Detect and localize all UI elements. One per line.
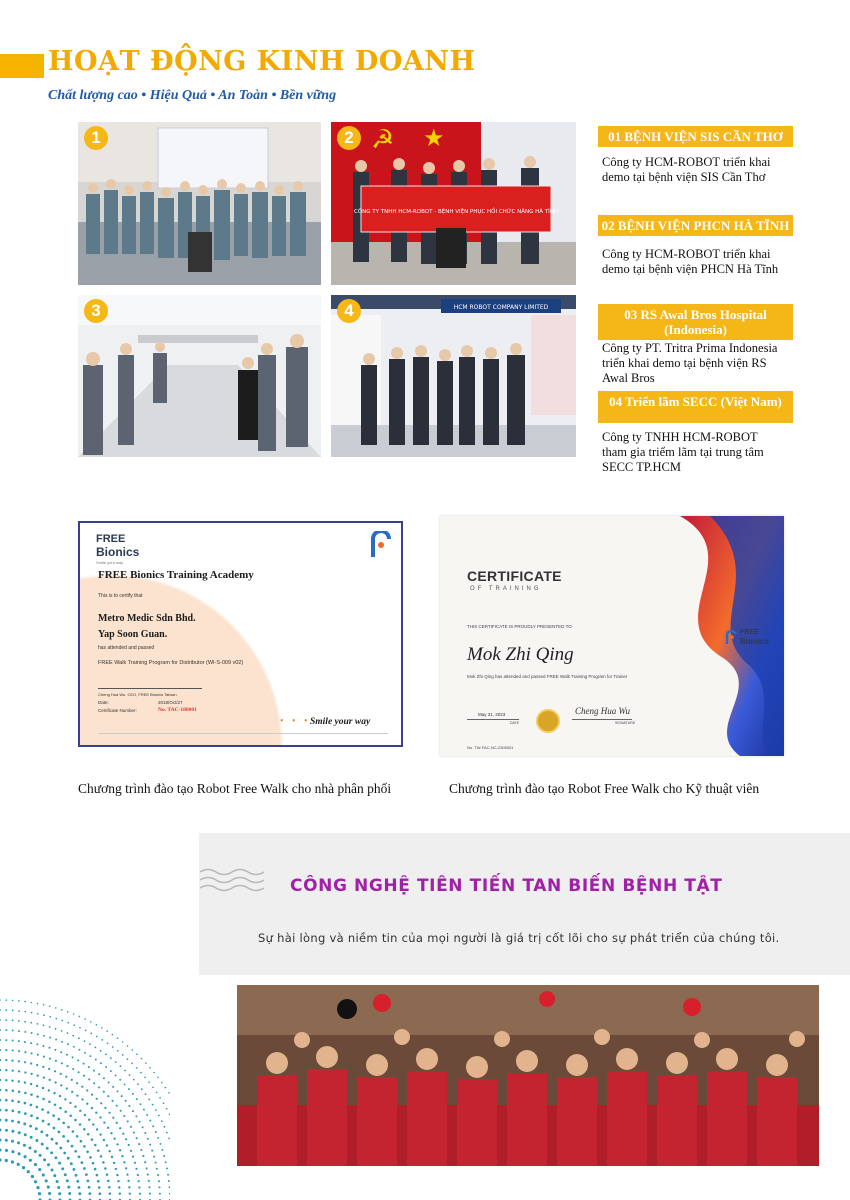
- cert-date-label: Date:: [98, 700, 109, 705]
- activity-photo-1: [78, 122, 321, 285]
- cert-academy: FREE Bionics Training Academy: [98, 569, 254, 581]
- cert-date: 2018/Oct/27: [158, 700, 183, 705]
- cert-brand-line2: Bionics: [740, 637, 769, 646]
- cert-signature: Cheng Hua Wu: [575, 706, 630, 716]
- page-subtitle: Chất lượng cao • Hiệu Quả • An Toàn • Bền vững: [48, 88, 337, 103]
- cert-passed-text: Mok Zhi Qing has attended and passed FREE Walk Training Program for Trainer: [467, 674, 628, 679]
- banner-text: CÔNG TY TNHH HCM-ROBOT - BỆNH VIỆN PHỤC HỒI CHỨC NĂNG HÀ TĨNH: [354, 209, 558, 215]
- cert-company: Metro Medic Sdn Bhd.: [98, 613, 196, 624]
- cert-dots-decoration: • • •: [280, 716, 311, 727]
- photo-number-badge: 2: [337, 126, 361, 150]
- cert-date: May 31, 2023: [478, 712, 506, 717]
- cert-subheading: OF TRAINING: [470, 586, 542, 592]
- cert-number: No. TW-FAC-NC-2305001: [467, 745, 514, 750]
- halftone-dots-decoration: [0, 960, 170, 1200]
- page-title: HOẠT ĐỘNG KINH DOANH: [48, 46, 476, 77]
- activity-description-1: Công ty HCM-ROBOT triển khai demo tại bệnh viện SIS Cần Thơ: [602, 155, 771, 184]
- activity-description-4: Công ty TNHH HCM-ROBOT tham gia triểm lãm tại trung tâm SECC TP.HCM: [602, 430, 764, 474]
- cert-signature-label: SIGNATURE: [615, 721, 636, 725]
- activity-photo-2: [331, 122, 576, 285]
- tech-panel: [199, 833, 850, 975]
- cert-heading: CERTIFICATE: [467, 568, 562, 584]
- activity-description-2: Công ty HCM-ROBOT triển khai demo tại bệnh viện PHCN Hà Tĩnh: [602, 247, 779, 276]
- cert-brand-line1: FREE: [740, 629, 759, 636]
- activity-photo-4: [331, 295, 576, 457]
- free-bionics-logo-icon: [724, 629, 738, 645]
- photo-number-badge: 3: [84, 299, 108, 323]
- svg-text:☭: ☭: [371, 125, 395, 155]
- activity-description-3: Công ty PT. Tritra Prima Indonesia triển khai demo tại bệnh viện RS Awal Bros: [602, 341, 778, 385]
- cert-caption-distributor: Chương trình đào tạo Robot Free Walk cho nhà phân phối: [78, 781, 392, 796]
- title-accent-bar: [0, 54, 44, 78]
- photo-number-badge: 1: [84, 126, 108, 150]
- wave-lines-decoration: [198, 866, 268, 896]
- cert-number: No. TAC-180001: [158, 707, 197, 713]
- certificate-trainer: [440, 516, 784, 756]
- cert-swirl-decoration: [640, 516, 784, 756]
- booth-sign-text: HCM ROBOT COMPANY LIMITED: [453, 304, 549, 311]
- cert-date-label: DATE: [510, 721, 520, 725]
- activity-label-4: 04 Triển lãm SECC (Việt Nam): [598, 391, 793, 423]
- cert-recipient-name: Mok Zhi Qing: [467, 644, 574, 665]
- cert-passed: has attended and passed: [98, 645, 155, 651]
- team-group-photo: [237, 985, 819, 1166]
- activity-label-3: 03 RS Awal Bros Hospital (Indonesia): [598, 304, 793, 340]
- cert-number-label: Certificate Number:: [98, 708, 137, 713]
- photo-number-badge: 4: [337, 299, 361, 323]
- cert-program: FREE Walk Training Program for Distributor (WI-S-009 v02): [98, 660, 244, 666]
- activity-photo-3: [78, 295, 321, 457]
- free-bionics-logo-icon: [367, 531, 391, 559]
- activity-label-1: 01 BỆNH VIỆN SIS CẦN THƠ: [598, 126, 793, 147]
- activity-label-2: 02 BỆNH VIỆN PHCN HÀ TĨNH: [598, 215, 793, 236]
- cert-brand-line2: Bionics: [96, 545, 140, 559]
- svg-text:★: ★: [423, 124, 445, 152]
- cert-certify: This is to certify that: [98, 593, 143, 599]
- cert-recipient: Yap Soon Guan.: [98, 629, 168, 640]
- cert-slogan: Smile your way: [310, 717, 371, 727]
- cert-caption-trainer: Chương trình đào tạo Robot Free Walk cho Kỹ thuật viên: [449, 781, 760, 796]
- cert-signer: Cheng Hua Wu, CEO, FREE Bionics Taiwan: [98, 692, 177, 697]
- cert-brand-line1: FREE: [96, 533, 126, 545]
- tech-statement: Sự hài lòng và niềm tin của mọi người là giá trị cốt lõi cho sự phát triển của chúng tôi.: [258, 931, 780, 945]
- cert-brand-tag: Smile your way: [96, 560, 124, 565]
- cert-presented: THIS CERTIFICATE IS PROUDLY PRESENTED TO: [467, 624, 572, 629]
- certificate-distributor: [78, 521, 403, 747]
- tech-title: CÔNG NGHỆ TIÊN TIẾN TAN BIẾN BỆNH TẬT: [290, 876, 723, 896]
- gold-seal-icon: [536, 709, 560, 733]
